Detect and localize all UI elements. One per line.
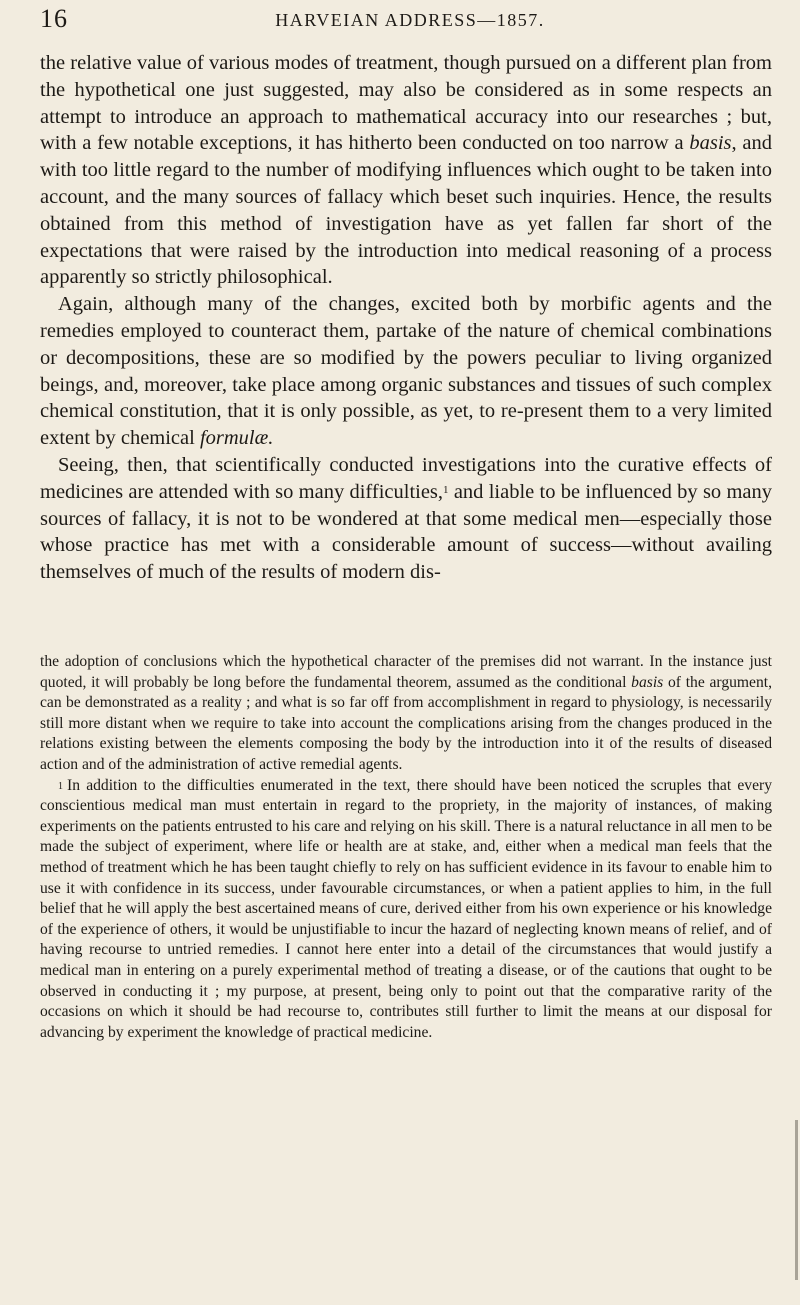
footnote-ref-1: 1 bbox=[443, 483, 449, 496]
page-header bbox=[40, 4, 780, 40]
running-head: HARVEIAN ADDRESS—1857. bbox=[275, 10, 545, 30]
page-number: 16 bbox=[40, 4, 68, 33]
footnote-1-mark: 1 bbox=[58, 780, 63, 792]
main-text bbox=[40, 50, 772, 586]
paragraph-seeing-then: Seeing, then, that scientifically conducted investigations into the curative effects of medicines are attended with so many difficulties,$^1$ and liable to be influenced by so many sources of fallacy, it is not to be wondered at that some medical men—especially those whose practice has met with a considerable amount of success—without availing themselves of much of the results of modern dis- bbox=[40, 453, 773, 584]
page-edge-line bbox=[795, 1120, 798, 1280]
footnote-continued: the adoption of conclusions which the hypothetical character of the premises did not warrant. In the instance just quoted, it will probably be long before the fundamental theorem, assumed as the conditional basis of the argument, can be demonstrated as a reality ; and what is so far off from accomplishment in regard to physiology, is necessarily still more distant when we require to take into account the complications arising from the changes produced in the relations existing between the elements composing the body by the introduction into it of the results of diseased action and of the administration of active remedial agents. bbox=[40, 653, 772, 773]
paragraph-continued: the relative value of various modes of treatment, though pursued on a different plan from the hypothetical one just suggested, may also be considered as in some respects an attempt to introduce an approach to mathematical accuracy into our researches ; but, with a few notable exceptions, it has hitherto been conducted on too narrow a basis, and with too little regard to the number of modifying influences which ought to be taken into account, and the many sources of fallacy which beset such inquiries. Hence, the results obtained from this method of investigation have as yet fallen far short of the expectations that were raised by the introduction into medical reasoning of a process apparently so strictly philosophical. bbox=[40, 52, 772, 289]
paragraph-chemical: Again, although many of the changes, excited both by morbific agents and the remedies employed to counteract them, partake of the nature of chemical combinations or decompositions, these are so modified by the powers peculiar to living organized beings, and, moreover, take place among organic substances and tissues of such complex chemical constitution, that it is only possible, as yet, to re-present them to a very limited extent by chemical formulæ. bbox=[40, 293, 772, 450]
emphasis-formulae: formulæ. bbox=[199, 427, 274, 450]
footnotes bbox=[40, 652, 772, 1043]
emphasis-basis: basis bbox=[689, 132, 732, 155]
footnote-1: $^1$ In addition to the difficulties enumerated in the text, there should have been noticed the scruples that every conscientious medical man must entertain in regard to the propriety, in the majority of instances, of making experiments on the patients entrusted to his care and relying on his skill. There is a natural reluctance in all men to be made the subject of experiment, where life or health are at stake, and, either when a medical man feels that the method of treatment which he has been taught chiefly to rely on has sufficient evidence in its favour to enable him to use it with confidence in its success, under favourable circumstances, or when a patient applies to him, in the full belief that he will apply the best ascertained means of cure, derived either from his own experience or his knowledge of the experience of others, it would be unjustifiable to incur the hazard of neglecting known means of relief, and of having recourse to untried remedies. I cannot here enter into a detail of the circumstances that would justify a medical man in entering on a purely experimental method of treating a disease, or of the cautions that ought to be observed in conducting it ; my purpose, at present, being only to point out that the comparative rarity of the occasions on which it should be had recourse to, contributes still further to limit the means at our disposal for advancing by experiment the knowledge of practical medicine. bbox=[40, 776, 772, 1041]
emphasis-basis-note: basis bbox=[631, 673, 664, 691]
